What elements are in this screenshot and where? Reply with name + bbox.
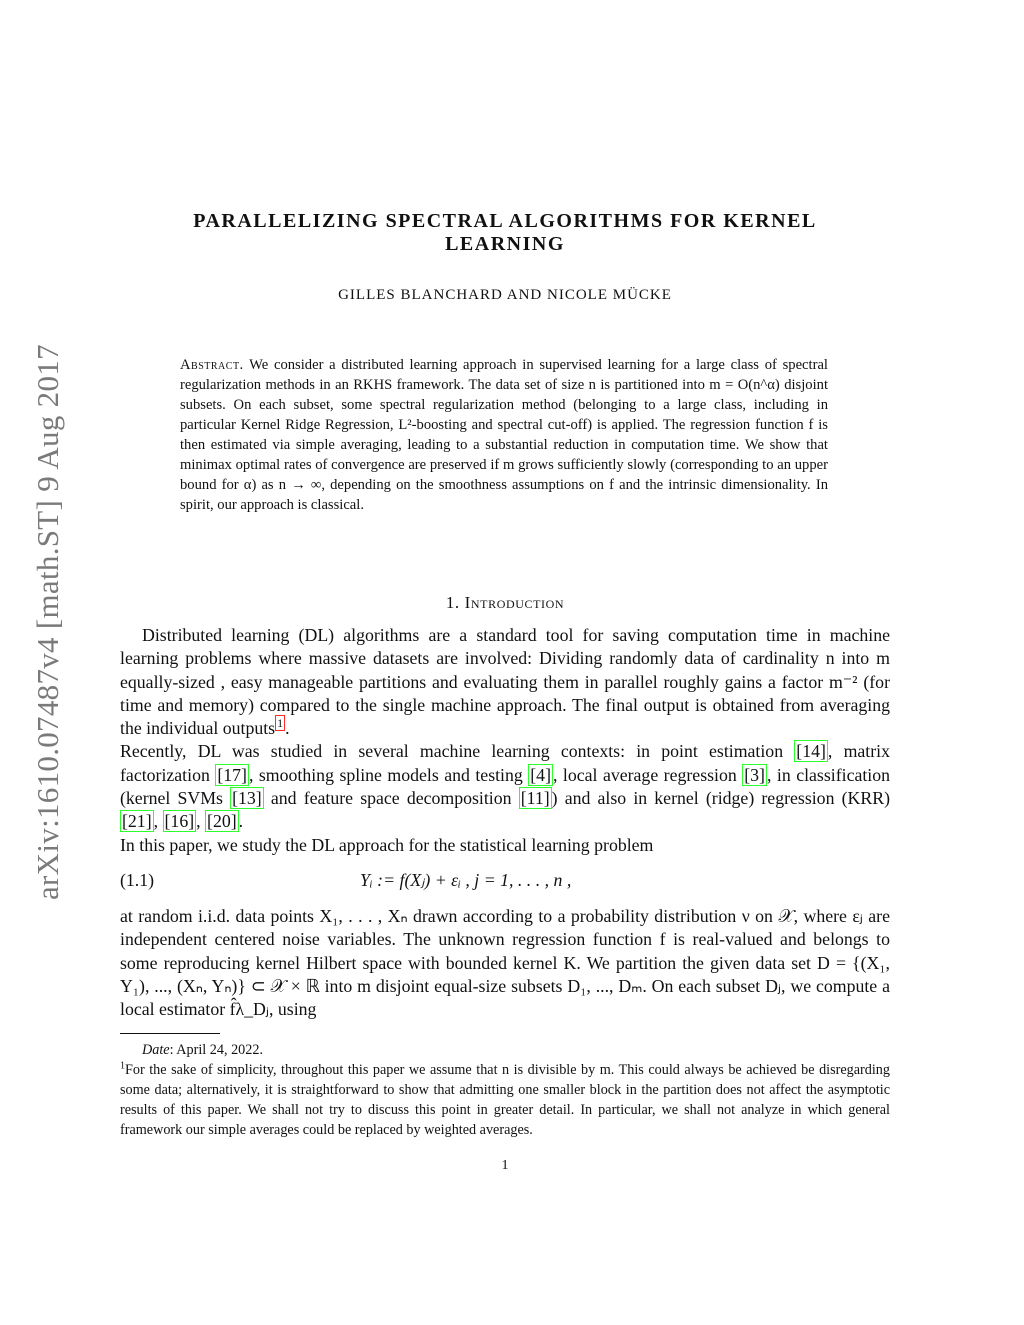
title-line-2: LEARNING [445, 233, 565, 255]
abstract-heading: Abstract. [180, 357, 244, 373]
equation-number: (1.1) [120, 869, 155, 890]
authors: GILLES BLANCHARD AND NICOLE MÜCKE [338, 287, 672, 303]
citation-link[interactable]: [21] [122, 811, 152, 832]
section-title: Introduction [464, 593, 565, 612]
title-line-1: PARALLELIZING SPECTRAL ALGORITHMS FOR KERNEL [193, 210, 817, 232]
citation-link[interactable]: [17] [217, 764, 247, 785]
footnote-1: $^1$For the sake of simplicity, throughout this paper we assume that n is divisible by m. This could always be achieved be disregarding some data; alternatively, it is straightforward to show that admitting one smaller block in the partition does not affect the asymptotic results of this paper. We shall not try to discuss this point in greater detail. In particular, we shall not analyze in which general framework our simple averages could be replaced by weighted averages. [120, 1060, 890, 1138]
citation-link[interactable]: [3] [744, 764, 765, 785]
footnote-rule [120, 1033, 220, 1034]
equation-body: Yᵢ := f(Xⱼ) + εᵢ , j = 1, . . . , n , [360, 869, 572, 890]
citation-link[interactable]: [13] [232, 788, 262, 809]
citation-link[interactable]: [20] [207, 811, 237, 832]
footnote-link[interactable]: 1 [277, 716, 284, 731]
page-number: 1 [501, 1158, 509, 1173]
section-heading [120, 593, 890, 613]
paper-title [170, 210, 840, 256]
footnotes [120, 1040, 890, 1140]
body-text [120, 624, 890, 1021]
arxiv-stamp: arXiv:1610.07487v4 [math.ST] 9 Aug 2017 [30, 344, 65, 900]
citation-link[interactable]: [4] [530, 764, 551, 785]
paragraph-1: Distributed learning (DL) algorithms are a standard tool for saving computation time in machine learning problems where massive datasets are involved: Dividing randomly data of cardinality n into m equally-sized , easy manageable partitions and evaluating them in parallel roughly gains a factor m⁻² (for time and memory) compared to the single machine approach. The final output is obtained from averaging the individual outputs $^1$ . [120, 625, 890, 739]
paragraph-4: at random i.i.d. data points X₁, . . . , Xₙ drawn according to a probability distribution ν on 𝒳, where εⱼ are independent centered noise variables. The unknown regression function f is real-valued and belongs to some reproducing kernel Hilbert space with bounded kernel K. We partition the given data set D = {(X₁, Y₁), ..., (Xₙ, Yₙ)} ⊂ 𝒳 × ℝ into m disjoint equal-size subsets D₁, ..., Dₘ. On each subset Dⱼ, we compute a local estimator f̂λ_Dⱼ, using [120, 905, 890, 1020]
abstract-text: We consider a distributed learning approach in supervised learning for a large class of spectral regularization methods in an RKHS framework. The data set of size n is partitioned into m = O(n^α) disjoint subsets. On each subset, some spectral regularization method (belonging to a large class, including in particular Kernel Ridge Regression, L²-boosting and spectral cut-off) is applied. The regression function f is then estimated via simple averaging, leading to a substantial reduction in computation time. We show that minimax optimal rates of convergence are preserved if m grows sufficiently slowly (corresponding to an upper bound for α) as n → ∞, depending on the smoothness assumptions on f and the intrinsic dimensionality. In spirit, our approach is classical. [180, 357, 828, 513]
footnote-number: 1 [120, 1060, 125, 1072]
equation-1-1 [120, 867, 890, 897]
section-number: 1. [445, 593, 460, 612]
citation-link[interactable]: [14] [796, 741, 826, 762]
citation-link[interactable]: [16] [164, 811, 195, 832]
paragraph-2: Recently, DL was studied in several machine learning contexts: in point estimation [14] , matrix factorization [17] , smoothing spline models and testing [4] , local average regression [3] , in classification (kernel SVMs [13] and feature space decomposition [11] ) and also in kernel (ridge) regression (KRR) [21] , [16] , [20] . [120, 741, 891, 832]
citation-link[interactable]: [11] [520, 788, 550, 809]
date-line: Date: April 24, 2022. [142, 1042, 263, 1058]
abstract [180, 355, 828, 515]
paragraph-3: In this paper, we study the DL approach for the statistical learning problem [120, 834, 654, 855]
